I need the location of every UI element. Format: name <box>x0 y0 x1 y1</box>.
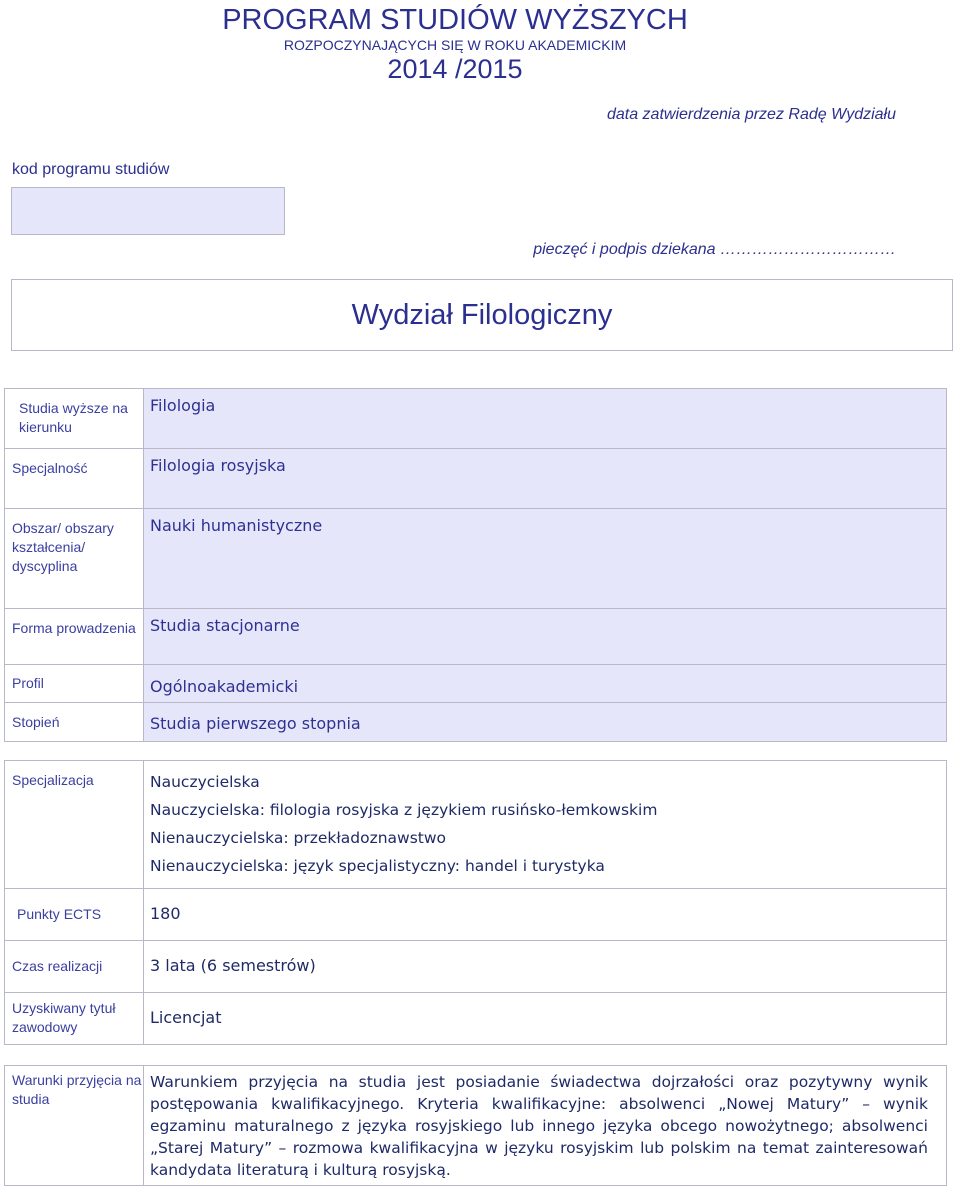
label-warunki: Warunki przyjęcia na studia <box>5 1066 144 1186</box>
row-obszar <box>5 509 947 609</box>
row-warunki <box>5 1066 947 1186</box>
value-kierunek[interactable]: Filologia <box>144 389 947 449</box>
row-kierunek <box>5 389 947 449</box>
value-czas: 3 lata (6 semestrów) <box>144 941 947 993</box>
value-ects: 180 <box>144 889 947 941</box>
dean-seal-signature: pieczęć i podpis dziekana …………………………… <box>533 241 896 258</box>
label-ects: Punkty ECTS <box>5 889 144 941</box>
study-info-table <box>4 388 947 742</box>
program-code-field[interactable] <box>11 187 285 235</box>
program-code-label: kod programu studiów <box>12 161 170 178</box>
specialization-item: Nauczycielska: filologia rosyjska z językiem rusińsko-łemkowskim <box>150 801 658 819</box>
label-forma: Forma prowadzenia <box>5 609 144 665</box>
label-tytul: Uzyskiwany tytuł zawodowy <box>5 993 144 1045</box>
program-subtitle: ROZPOCZYNAJĄCYCH SIĘ W ROKU AKADEMICKIM <box>283 37 627 53</box>
row-tytul <box>5 993 947 1045</box>
label-obszar: Obszar/ obszary kształcenia/ dyscyplina <box>5 509 144 609</box>
label-kierunek: Studia wyższe na kierunku <box>5 389 144 449</box>
row-czas <box>5 941 947 993</box>
row-specjalizacja <box>5 761 947 889</box>
label-profil: Profil <box>5 665 144 703</box>
specialization-item: Nienauczycielska: przekładoznawstwo <box>150 829 447 847</box>
row-ects <box>5 889 947 941</box>
specialization-item: Nauczycielska <box>150 773 260 791</box>
approval-date-label: data zatwierdzenia przez Radę Wydziału <box>606 106 896 123</box>
row-profil <box>5 665 947 703</box>
label-stopien: Stopień <box>5 703 144 742</box>
label-specjalnosc: Specjalność <box>5 449 144 509</box>
row-stopien <box>5 703 947 742</box>
admission-table <box>4 1065 947 1186</box>
label-czas: Czas realizacji <box>5 941 144 993</box>
value-stopien[interactable]: Studia pierwszego stopnia <box>144 703 947 742</box>
value-forma[interactable]: Studia stacjonarne <box>144 609 947 665</box>
value-specjalnosc[interactable]: Filologia rosyjska <box>144 449 947 509</box>
specialization-item: Nienauczycielska: język specjalistyczny: handel i turystyka <box>150 857 605 875</box>
row-specjalnosc <box>5 449 947 509</box>
row-forma <box>5 609 947 665</box>
value-tytul: Licencjat <box>144 993 947 1045</box>
label-specjalizacja: Specjalizacja <box>5 761 144 889</box>
value-specjalizacja <box>144 761 947 889</box>
academic-year: 2014 /2015 <box>387 54 523 84</box>
program-details-table <box>4 760 947 1045</box>
value-obszar[interactable]: Nauki humanistyczne <box>144 509 947 609</box>
value-warunki: Warunkiem przyjęcia na studia jest posiadanie świadectwa dojrzałości oraz pozytywny wynik postępowania kwalifikacyjnego. Kryteria kwalifikacyjne: absolwenci „Nowej Matury” – wynik egzaminu maturalnego z języka rosyjskiego lub innego języka obcego nowożytnego; absolwenci „Starej Matury” – rozmowa kwalifikacyjna w języku rosyjskim lub polskim na temat zainteresowań kandydata literaturą i kulturą rosyjską. <box>144 1066 947 1186</box>
faculty-name: Wydział Filologiczny <box>351 299 613 331</box>
faculty-box <box>11 279 953 351</box>
program-title: PROGRAM STUDIÓW WYŻSZYCH <box>222 4 688 36</box>
value-profil[interactable]: Ogólnoakademicki <box>144 665 947 703</box>
